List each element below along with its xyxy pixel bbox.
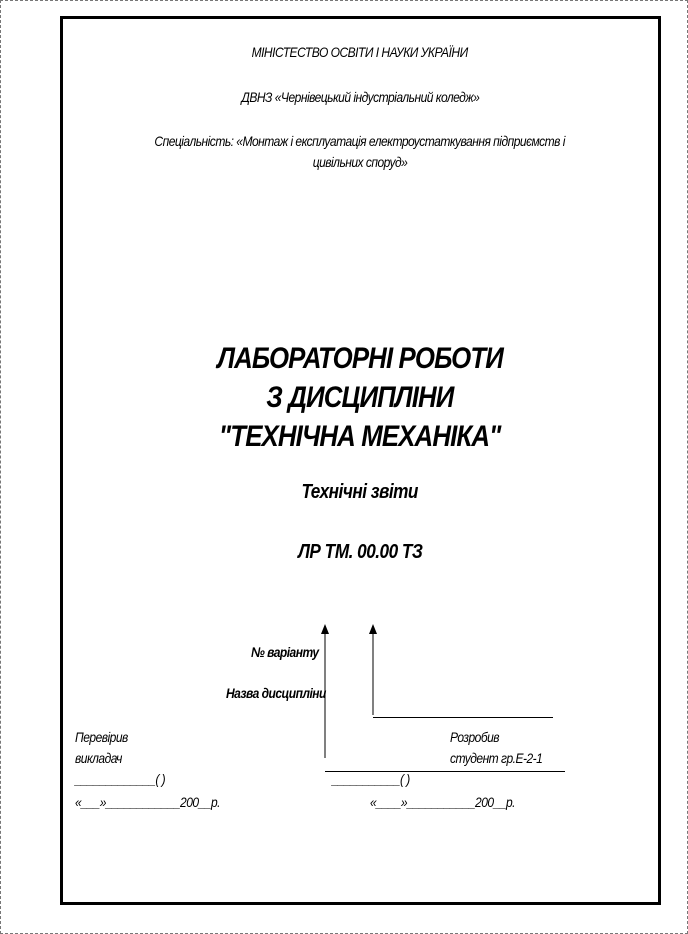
student-date-line: «____»___________200__р. (370, 794, 515, 810)
discipline-arrow-head (321, 624, 329, 634)
teacher-signature-line: _____________( ) (75, 771, 166, 787)
ministry-heading: МІНІСТЕСТВО ОСВІТИ І НАУКИ УКРАЇНИ (251, 44, 469, 60)
document-code: ЛР ТМ. 00.00 ТЗ (297, 541, 423, 563)
variant-label: № варіанту (251, 644, 319, 660)
variant-arrow-head (369, 624, 377, 634)
teacher-date-line: «___»____________200__р. (75, 794, 220, 810)
variant-field-line (373, 717, 553, 718)
title-line-2: З ДИСЦИПЛІНИ (266, 381, 454, 414)
student-signature-line: ___________( ) (332, 771, 410, 787)
college-heading: ДВНЗ «Чернівецький індустріальний коледж» (241, 89, 479, 105)
specialty-line-2: цивільних споруд» (312, 154, 408, 170)
specialty-line-1: Спеціальність: «Монтаж і експлуатація електроустаткування підприємств і (154, 133, 566, 149)
discipline-name-label: Назва дисципліни (226, 685, 326, 701)
subtitle: Технічні звіти (301, 481, 419, 503)
title-line-3: "ТЕХНІЧНА МЕХАНІКА" (219, 420, 501, 453)
teacher-label: викладач (75, 750, 122, 766)
title-line-1: ЛАБОРАТОРНІ РОБОТИ (217, 342, 503, 375)
student-group-label: студент гр.Е-2-1 (450, 750, 543, 766)
developed-by-label: Розробив (450, 729, 500, 745)
checked-by-label: Перевірив (75, 729, 128, 745)
